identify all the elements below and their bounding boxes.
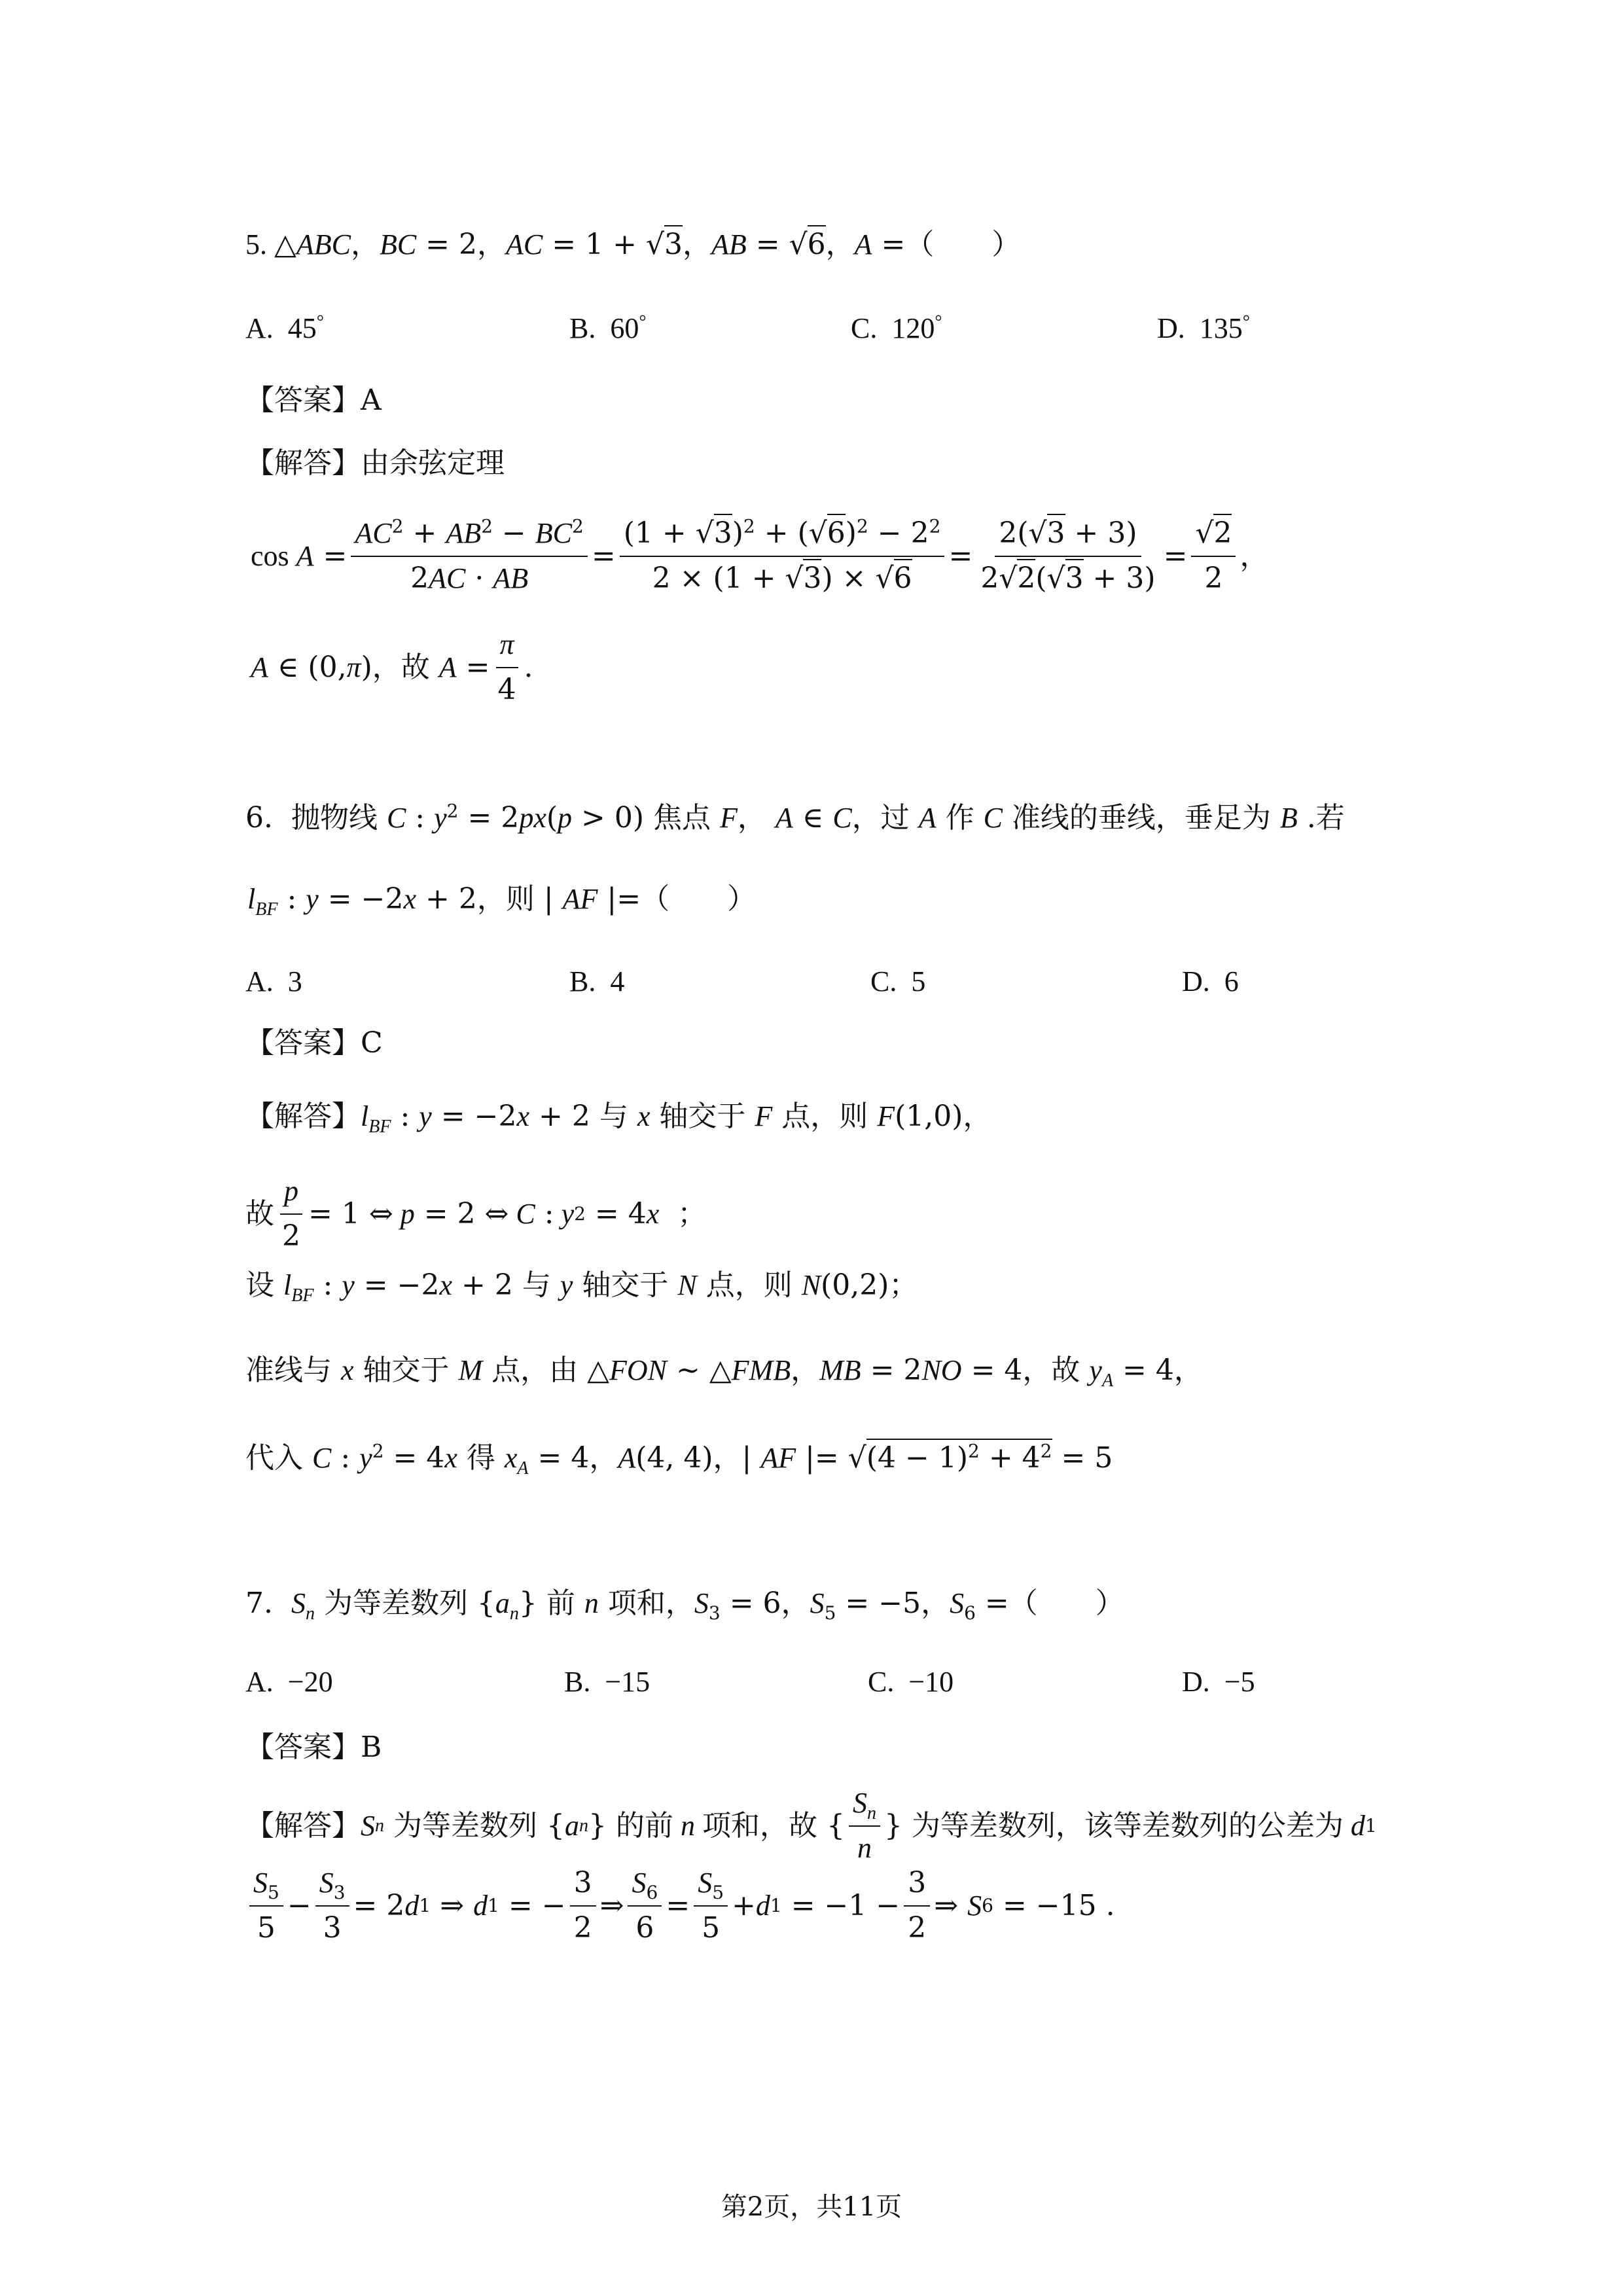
q7-option-b: B. −15 (564, 1666, 651, 1698)
q6-stem-line2: $l_{BF}$ : y = −2x + 2，则 | AF |=（ ） (247, 882, 757, 920)
q5-stem: 5. △ABC，BC = 2，AC = 1 + √3，AB = √6，A =（ ） (245, 230, 1020, 259)
q7-option-a: A. −20 (245, 1666, 333, 1698)
q6-option-b: B. 4 (569, 965, 625, 997)
q6-option-a: A. 3 (245, 965, 302, 997)
q7-answer: 【答案】B (245, 1731, 382, 1764)
q5-option-c: C. 120° (851, 312, 942, 344)
q7-option-d: D. −5 (1182, 1666, 1255, 1698)
q7-solution-line2: $\frac{S_5}{5}$ − $\frac{S_3}{3}$ = 2 d 1 ⇒ d 1 = − $\frac{3}{2}$ ⇒ $\frac{S_6}{6}$ = $\frac{S_5}{5}$ + d 1 = −1 − $\frac{3}{2}$ ⇒ S 6 = −15 . (245, 1867, 1115, 1945)
q5-answer: 【答案】A (245, 384, 382, 417)
q5-option-b: B. 60° (569, 312, 647, 344)
q7-solution-line1: 【解答】 S n 为等差数列 { a n } 的前 n 项和，故 { $\frac{S_n}{n}$ } 为等差数列，该等差数列的公差为 d 1 (245, 1787, 1377, 1864)
q5-formula: cos A = $\frac{AC^2 + AB^2 - BC^2}{2AC \cdot AB}$ = $\frac{(1 + √3)^2 + (√6)^2 - 2^2}{2 \times (1 + √3) \times √6}$ = $\frac{2(√3 + 3)}{2√2(√3 + 3)}$ = $\frac{√2}{2}$ ， (251, 517, 1268, 595)
q6-solution-line2: 故 $\frac{p}{2}$ = 1 ⇔ p = 2 ⇔ C : y 2 = 4 x ； (245, 1175, 707, 1253)
q6-option-d: D. 6 (1182, 965, 1239, 997)
q5-conclusion: A ∈ (0, π )，故 A = $\frac{\pi}{4}$ . (251, 628, 533, 706)
q6-answer: 【答案】C (245, 1026, 383, 1060)
q6-option-c: C. 5 (870, 965, 926, 997)
q5-option-d: D. 135° (1157, 312, 1250, 344)
q7-stem: 7. $S_n$ 为等差数列 $\{a_n\}$ 前 n 项和，$S_3 = 6$，$S_5 = -5$，$S_6$ =（ ） (245, 1587, 1124, 1624)
q6-solution-line4: 准线与 x 轴交于 M 点，由 △FON ~ △FMB，MB = 2NO = 4，故 $y_A = 4$， (245, 1354, 1203, 1391)
page-footer: 第2页，共11页 (721, 2192, 902, 2222)
q5-solution-label: 【解答】由余弦定理 (245, 446, 505, 480)
q6-solution-line5: 代入 C : $y^2 = 4x$ 得 $x_A = 4$，A(4, 4)，| AF |= $√(4 - 1)^2 + 4^2 = 5$ (245, 1444, 1113, 1473)
q5-option-a: A. 45° (245, 312, 324, 344)
q7-option-c: C. −10 (868, 1666, 954, 1698)
q6-stem-line1: 6. 抛物线 C : $y^2 = 2px(p > 0)$ 焦点 F， A ∈ C，过 A 作 C 准线的垂线，垂足为 B .若 (245, 800, 1345, 834)
q6-solution-line1: 【解答】$l_{BF}$ : y = −2x + 2 与 x 轴交于 F 点，则 F(1,0)， (245, 1100, 992, 1137)
q6-solution-line3: 设 $l_{BF}$ : y = −2x + 2 与 y 轴交于 N 点，则 N(0,2)； (245, 1268, 918, 1306)
